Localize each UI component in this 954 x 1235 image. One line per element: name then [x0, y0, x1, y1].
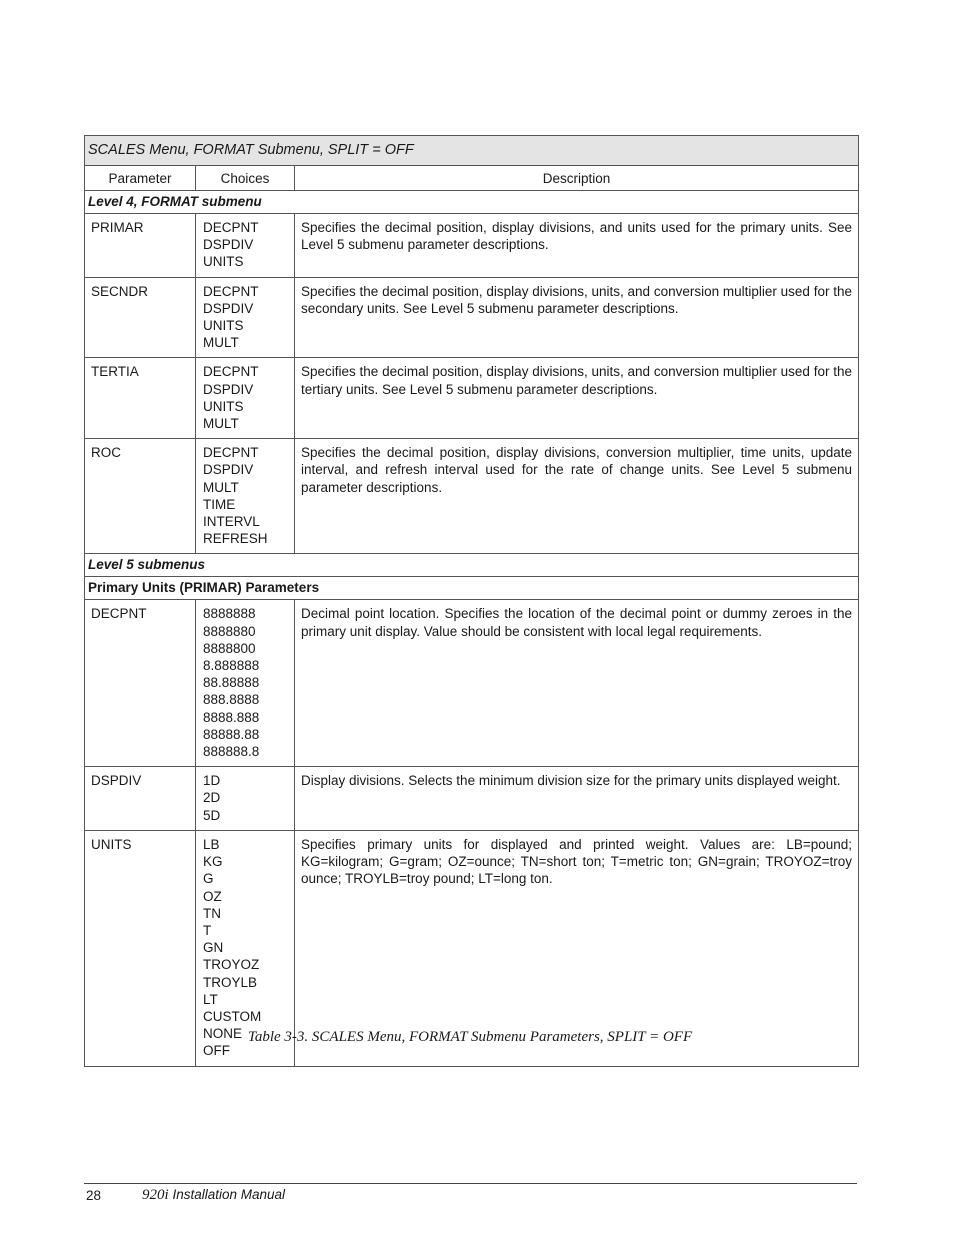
parameter-cell: UNITS — [85, 830, 196, 1066]
choice-item: GN — [203, 940, 224, 956]
choice-item: TIME — [203, 496, 236, 512]
section-level4-heading: Level 4, FORMAT submenu — [85, 191, 859, 214]
table-row — [85, 600, 859, 767]
choice-item: DECPNT — [203, 364, 259, 380]
parameter-cell: SECNDR — [85, 277, 196, 358]
table-title: SCALES Menu, FORMAT Submenu, SPLIT = OFF — [85, 136, 859, 166]
choice-item: 8888880 — [203, 623, 256, 639]
choice-item: 8888.888 — [203, 709, 260, 725]
choice-item: NONE — [203, 1026, 243, 1042]
description-cell: Specifies the decimal position, display divisions, units, and conversion multiplier used for the secondary units. See Level 5 submenu parameter descriptions. — [295, 277, 859, 358]
table-row — [85, 358, 859, 439]
choice-item: 1D — [203, 773, 221, 789]
choices-cell — [196, 358, 295, 439]
column-header-parameter: Parameter — [85, 166, 196, 191]
choice-item: 888888.8 — [203, 744, 260, 760]
choice-item: TN — [203, 905, 221, 921]
choices-cell — [196, 277, 295, 358]
choice-item: UNITS — [203, 398, 244, 414]
footer-rule — [84, 1183, 857, 1184]
column-header-choices: Choices — [196, 166, 295, 191]
description-cell: Specifies the decimal position, display divisions, and units used for the primary units. See Level 5 submenu parameter descriptions. — [295, 214, 859, 278]
parameter-cell: DECPNT — [85, 600, 196, 767]
subsection-primar-heading: Primary Units (PRIMAR) Parameters — [85, 577, 859, 600]
parameter-cell: TERTIA — [85, 358, 196, 439]
page-number: 28 — [86, 1188, 102, 1203]
parameters-table — [84, 135, 859, 1067]
choice-item: LB — [203, 836, 220, 852]
choice-item: REFRESH — [203, 531, 268, 547]
choice-item: MULT — [203, 335, 239, 351]
choices-cell — [196, 767, 295, 831]
description-cell: Decimal point location. Specifies the location of the decimal point or dummy zeroes in the primary unit display. Value should be consistent with local legal requirements. — [295, 600, 859, 767]
choice-item: MULT — [203, 479, 239, 495]
choice-item: 2D — [203, 790, 221, 806]
choice-item: DSPDIV — [203, 462, 254, 478]
choices-cell — [196, 214, 295, 278]
choice-item: TROYOZ — [203, 957, 260, 973]
choice-item: T — [203, 922, 212, 938]
table-caption: Table 3-3. SCALES Menu, FORMAT Submenu Parameters, SPLIT = OFF — [247, 1029, 693, 1045]
parameter-cell: ROC — [85, 439, 196, 554]
description-cell: Specifies the decimal position, display divisions, conversion multiplier, time units, update interval, and refresh interval used for the rate of change units. See Level 5 submenu parameter descriptions. — [295, 439, 859, 554]
manual-name: Installation Manual — [172, 1187, 286, 1202]
choice-item: LT — [203, 991, 218, 1007]
table-row — [85, 214, 859, 278]
choice-item: OFF — [203, 1043, 230, 1059]
choice-item: CUSTOM — [203, 1008, 262, 1024]
choice-item: DSPDIV — [203, 300, 254, 316]
section-level5-heading: Level 5 submenus — [85, 554, 859, 577]
model-name: 920i — [142, 1187, 169, 1203]
description-cell: Specifies primary units for displayed and printed weight. Values are: LB=pound; KG=kilogram; G=gram; OZ=ounce; TN=short ton; T=metric ton; GN=grain; TROYOZ=troy ounce; TROYLB=troy pound; LT=long ton. — [295, 830, 859, 1066]
description-cell: Display divisions. Selects the minimum division size for the primary units displayed weight. — [295, 767, 859, 831]
choice-item: 8888888 — [203, 606, 256, 622]
choice-item: 8.888888 — [203, 658, 260, 674]
choice-item: 88.88888 — [203, 675, 260, 691]
choice-item: 888.8888 — [203, 692, 260, 708]
parameter-cell: PRIMAR — [85, 214, 196, 278]
choice-item: G — [203, 871, 214, 887]
choice-item: 5D — [203, 807, 221, 823]
choice-item: DSPDIV — [203, 237, 254, 253]
choice-item: DECPNT — [203, 445, 259, 461]
choice-item: MULT — [203, 416, 239, 432]
choice-item: DSPDIV — [203, 381, 254, 397]
choice-item: KG — [203, 854, 223, 870]
choice-item: DECPNT — [203, 220, 259, 235]
choice-item: UNITS — [203, 318, 244, 334]
column-header-description: Description — [295, 166, 859, 191]
table-row — [85, 277, 859, 358]
choice-item: DECPNT — [203, 283, 259, 299]
parameter-cell: DSPDIV — [85, 767, 196, 831]
description-cell: Specifies the decimal position, display divisions, units, and conversion multiplier used for the tertiary units. See Level 5 submenu parameter descriptions. — [295, 358, 859, 439]
choices-cell — [196, 439, 295, 554]
choice-item: TROYLB — [203, 974, 258, 990]
choice-item: OZ — [203, 888, 222, 904]
choice-item: INTERVL — [203, 514, 260, 530]
choice-item: 88888.88 — [203, 726, 260, 742]
table-row — [85, 439, 859, 554]
choice-item: 8888800 — [203, 640, 256, 656]
manual-title — [142, 1187, 285, 1204]
choices-cell — [196, 600, 295, 767]
table-row — [85, 767, 859, 831]
choice-item: UNITS — [203, 254, 244, 270]
